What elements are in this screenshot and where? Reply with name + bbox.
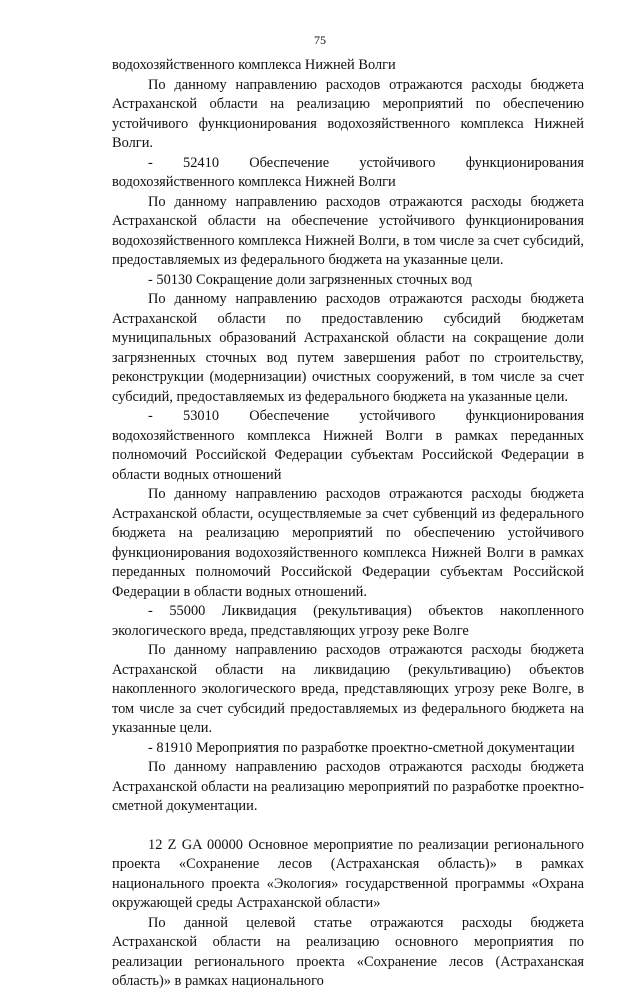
paragraph-code-81910: - 81910 Мероприятия по разработке проектно-сметной документации	[148, 739, 575, 756]
document-body	[112, 56, 584, 992]
section-heading-12-z-ga-00000: 12 Z GA 00000 Основное мероприятие по реализации регионального проекта «Сохранение лесов (Астраханская область)» в рамках национального проекта «Экология» государственной программы «Охрана окружающей среды Астраханской области»	[112, 836, 584, 911]
paragraph-code-52410: - 52410 Обеспечение устойчивого функционирования водохозяйственного комплекса Нижней Волги	[112, 154, 584, 190]
paragraph: По данной целевой статье отражаются расходы бюджета Астраханской области на реализацию основного мероприятия по реализации регионального проекта «Сохранение лесов (Астраханская область)» в рамках национального	[112, 914, 584, 989]
paragraph-code-50130: - 50130 Сокращение доли загрязненных сточных вод	[148, 271, 472, 288]
paragraph-continuation: водохозяйственного комплекса Нижней Волги	[112, 57, 396, 73]
page-number: 75	[314, 33, 326, 47]
paragraph: По данному направлению расходов отражаются расходы бюджета Астраханской области на реализацию мероприятий по разработке проектно-сметной документации.	[112, 759, 584, 814]
paragraph: По данному направлению расходов отражаются расходы бюджета Астраханской области на реализацию мероприятий по обеспечению устойчивого функционирования водохозяйственного комплекса Нижней Волги.	[112, 76, 584, 151]
paragraph: По данному направлению расходов отражаются расходы бюджета Астраханской области на обеспечение устойчивого функционирования водохозяйственного комплекса Нижней Волги, в том числе за счет субсидий, предоставляемых из федерального бюджета на указанные цели.	[112, 193, 584, 268]
paragraph: По данному направлению расходов отражаются расходы бюджета Астраханской области на ликвидацию (рекультивацию) объектов накопленного экологического вреда, представляющих угрозу реке Волге, в том числе за счет субсидий предоставляемых из федерального бюджета на указанные цели.	[112, 642, 584, 736]
paragraph-code-53010: - 53010 Обеспечение устойчивого функционирования водохозяйственного комплекса Нижней Волги в рамках переданных полномочий Российской Федерации субъектам Российской Федерации в области водных отношений	[112, 408, 584, 483]
paragraph-code-55000: - 55000 Ликвидация (рекультивация) объектов накопленного экологического вреда, представляющих угрозу реке Волге	[112, 603, 584, 639]
paragraph: По данному направлению расходов отражаются расходы бюджета Астраханской области по предоставлению субсидий бюджетам муниципальных образований Астраханской области на сокращение доли загрязненных сточных вод путем завершения работ по строительству, реконструкции (модернизации) очистных сооружений, в том числе за счет субсидий, предоставляемых из федерального бюджета на указанные цели.	[112, 291, 584, 405]
paragraph: По данному направлению расходов отражаются расходы бюджета Астраханской области, осуществляемые за счет субвенций из федерального бюджета на реализацию мероприятий по обеспечению устойчивого функционирования водохозяйственного комплекса Нижней Волги в рамках переданных полномочий Российской Федерации субъектам Российской Федерации в области водных отношений.	[112, 486, 584, 600]
